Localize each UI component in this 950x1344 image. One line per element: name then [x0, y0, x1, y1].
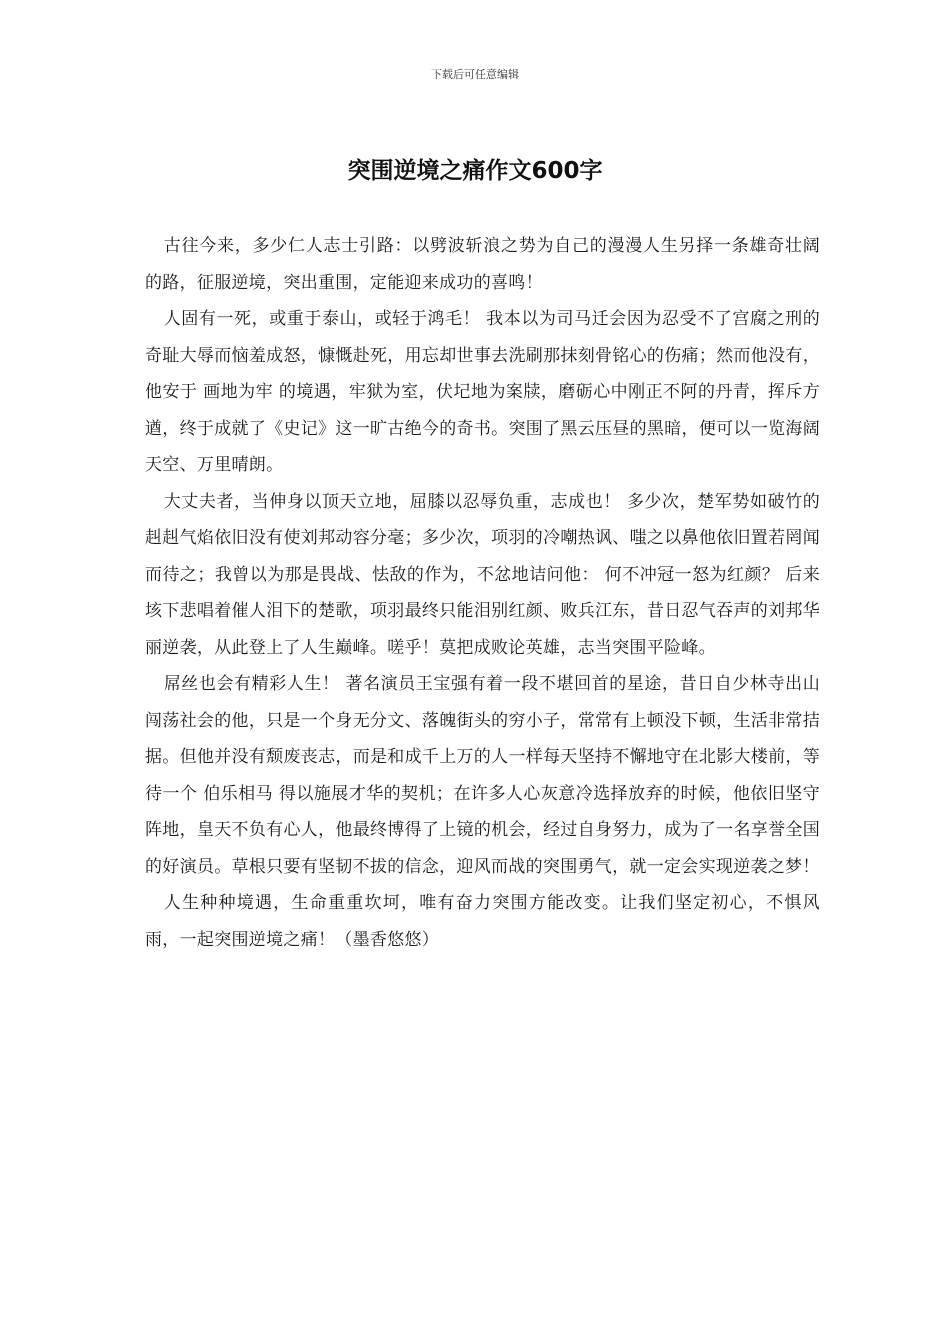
- paragraph-4: 屌丝也会有精彩人生！ 著名演员王宝强有着一段不堪回首的星途，昔日自少林寺出山闯荡社会的他，只是一个身无分文、落魄街头的穷小子，常常有上顿没下顿，生活非常拮据。但他并没有颓废丧志，而是和成千上万的人一样每天坚持不懈地守在北影大楼前，等待一个 伯乐相马 得以施展才华的契机；在许多人心灰意冷选择放弃的时候，他依旧坚守阵地，皇天不负有心人，他最终博得了上镜的机会，经过自身努力，成为了一名享誉全国的好演员。草根只要有坚韧不拔的信念，迎风而战的突围勇气，就一定会实现逆袭之梦！: [145, 674, 820, 877]
- header-note: 下载后可任意编辑: [431, 68, 519, 81]
- paragraph-3: 大丈夫者，当伸身以顶天立地，屈膝以忍辱负重，志成也！ 多少次，楚军势如破竹的赳赳气焰依旧没有使刘邦动容分毫；多少次，项羽的冷嘲热讽、嗤之以鼻他依旧置若罔闻而待之；我曾以为那是畏战、怯敌的作为，不忿地诘问他： 何不冲冠一怒为红颜？ 后来垓下悲唱着催人泪下的楚歌，项羽最终只能泪别红颜、败兵江东，昔日忍气吞声的刘邦华丽逆袭，从此登上了人生巅峰。嗟乎！莫把成败论英雄，志当突围平险峰。: [145, 491, 820, 658]
- document-title: 突围逆境之痛作文600字: [347, 158, 603, 184]
- paragraph-5: 人生种种境遇，生命重重坎坷，唯有奋力突围方能改变。让我们坚定初心，不惧风雨，一起突围逆境之痛！（墨香悠悠）: [145, 893, 820, 950]
- paragraph-2: 人固有一死，或重于泰山，或轻于鸿毛！ 我本以为司马迁会因为忍受不了宫腐之刑的奇耻大辱而恼羞成怒，慷慨赴死，用忘却世事去洗刷那抹刻骨铭心的伤痛；然而他没有，他安于 画地为牢 的境遇，牢狱为室，伏圮地为案牍，磨砺心中刚正不阿的丹青，挥斥方遒，终于成就了《史记》这一旷古绝今的奇书。突围了黑云压昼的黑暗，便可以一览海阔天空、万里晴朗。: [145, 309, 820, 475]
- document-body: [145, 228, 820, 958]
- paragraph-1: 古往今来，多少仁人志士引路：以劈波斩浪之势为自己的漫漫人生另择一条雄奇壮阔的路，征服逆境，突出重围，定能迎来成功的喜鸣！: [145, 236, 820, 293]
